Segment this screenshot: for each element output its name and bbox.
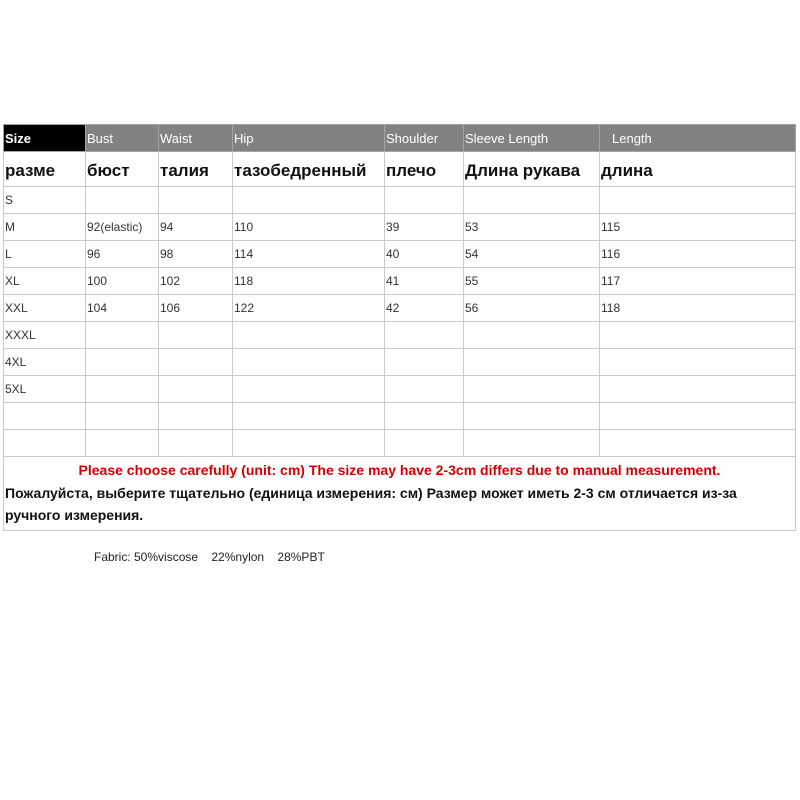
table-cell: 54 bbox=[464, 241, 600, 268]
table-cell bbox=[159, 376, 233, 403]
table-cell bbox=[86, 430, 159, 457]
table-cell bbox=[233, 187, 385, 214]
table-cell bbox=[233, 349, 385, 376]
table-cell bbox=[159, 349, 233, 376]
table-cell bbox=[385, 403, 464, 430]
table-cell: 118 bbox=[233, 268, 385, 295]
table-row bbox=[4, 241, 796, 268]
header-bust: Bust bbox=[86, 125, 159, 152]
table-cell: XL bbox=[4, 268, 86, 295]
table-cell bbox=[600, 430, 796, 457]
table-cell: 39 bbox=[385, 214, 464, 241]
table-row bbox=[4, 349, 796, 376]
table-cell bbox=[464, 322, 600, 349]
table-cell: 117 bbox=[600, 268, 796, 295]
table-cell: 122 bbox=[233, 295, 385, 322]
header-sleeve-length: Sleeve Length bbox=[464, 125, 600, 152]
table-cell bbox=[86, 376, 159, 403]
table-cell bbox=[4, 403, 86, 430]
table-cell bbox=[86, 403, 159, 430]
table-cell bbox=[233, 376, 385, 403]
table-cell bbox=[86, 322, 159, 349]
header-waist: Waist bbox=[159, 125, 233, 152]
table-row bbox=[4, 268, 796, 295]
table-cell: 100 bbox=[86, 268, 159, 295]
note-en: Please choose carefully (unit: cm) The size may have 2-3cm differs due to manual measurement. bbox=[78, 462, 721, 478]
table-cell: 118 bbox=[600, 295, 796, 322]
table-cell bbox=[464, 349, 600, 376]
table-cell bbox=[464, 187, 600, 214]
table-cell: 4XL bbox=[4, 349, 86, 376]
table-cell bbox=[600, 376, 796, 403]
table-cell bbox=[464, 376, 600, 403]
table-cell: 98 bbox=[159, 241, 233, 268]
table-cell bbox=[159, 403, 233, 430]
table-cell bbox=[233, 403, 385, 430]
table-cell bbox=[600, 322, 796, 349]
header-ru-sleeve-length: Длина рукава bbox=[464, 152, 600, 187]
table-cell: 55 bbox=[464, 268, 600, 295]
table-cell bbox=[159, 430, 233, 457]
table-row bbox=[4, 187, 796, 214]
header-row-ru bbox=[4, 152, 796, 187]
note-ru: Пожалуйста, выберите тщательно (единица измерения: см) Размер может иметь 2-3 см отличается из-за ручного измерения. bbox=[5, 485, 737, 523]
table-row bbox=[4, 430, 796, 457]
table-cell: 42 bbox=[385, 295, 464, 322]
table-cell bbox=[385, 349, 464, 376]
table-cell: 56 bbox=[464, 295, 600, 322]
table-cell bbox=[385, 376, 464, 403]
note-row bbox=[4, 457, 796, 531]
header-length: Length bbox=[600, 125, 796, 152]
table-cell bbox=[4, 430, 86, 457]
header-ru-waist: талия bbox=[159, 152, 233, 187]
table-cell bbox=[600, 187, 796, 214]
table-cell: 114 bbox=[233, 241, 385, 268]
table-cell bbox=[464, 403, 600, 430]
table-cell bbox=[86, 349, 159, 376]
table-row bbox=[4, 376, 796, 403]
header-ru-hip: тазобедренный bbox=[233, 152, 385, 187]
header-ru-length: длина bbox=[600, 152, 796, 187]
table-cell: 94 bbox=[159, 214, 233, 241]
table-cell: 92(elastic) bbox=[86, 214, 159, 241]
fabric-composition: Fabric: 50%viscose 22%nylon 28%PBT bbox=[94, 550, 325, 564]
table-row bbox=[4, 295, 796, 322]
table-cell: 115 bbox=[600, 214, 796, 241]
table-cell: S bbox=[4, 187, 86, 214]
size-chart-table bbox=[3, 124, 796, 531]
table-cell: 116 bbox=[600, 241, 796, 268]
table-cell: XXL bbox=[4, 295, 86, 322]
table-cell bbox=[600, 403, 796, 430]
header-ru-shoulder: плечо bbox=[385, 152, 464, 187]
table-cell: M bbox=[4, 214, 86, 241]
table-cell: 104 bbox=[86, 295, 159, 322]
header-ru-bust: бюст bbox=[86, 152, 159, 187]
table-cell bbox=[385, 430, 464, 457]
table-cell: 41 bbox=[385, 268, 464, 295]
header-ru-size: разме bbox=[4, 152, 86, 187]
table-cell: 110 bbox=[233, 214, 385, 241]
table-cell: 96 bbox=[86, 241, 159, 268]
table-cell bbox=[159, 187, 233, 214]
header-shoulder: Shoulder bbox=[385, 125, 464, 152]
table-cell bbox=[385, 187, 464, 214]
header-size: Size bbox=[4, 125, 86, 152]
table-cell bbox=[464, 430, 600, 457]
table-cell bbox=[86, 187, 159, 214]
header-row-en bbox=[4, 125, 796, 152]
table-cell: 5XL bbox=[4, 376, 86, 403]
table-row bbox=[4, 322, 796, 349]
table-cell bbox=[233, 322, 385, 349]
table-cell bbox=[600, 349, 796, 376]
table-row bbox=[4, 214, 796, 241]
table-cell bbox=[385, 322, 464, 349]
table-cell bbox=[233, 430, 385, 457]
table-cell: 53 bbox=[464, 214, 600, 241]
table-row bbox=[4, 403, 796, 430]
table-cell: L bbox=[4, 241, 86, 268]
header-hip: Hip bbox=[233, 125, 385, 152]
table-cell bbox=[159, 322, 233, 349]
table-cell: 40 bbox=[385, 241, 464, 268]
table-cell: 106 bbox=[159, 295, 233, 322]
table-cell: 102 bbox=[159, 268, 233, 295]
table-cell: XXXL bbox=[4, 322, 86, 349]
note-cell bbox=[4, 457, 796, 531]
